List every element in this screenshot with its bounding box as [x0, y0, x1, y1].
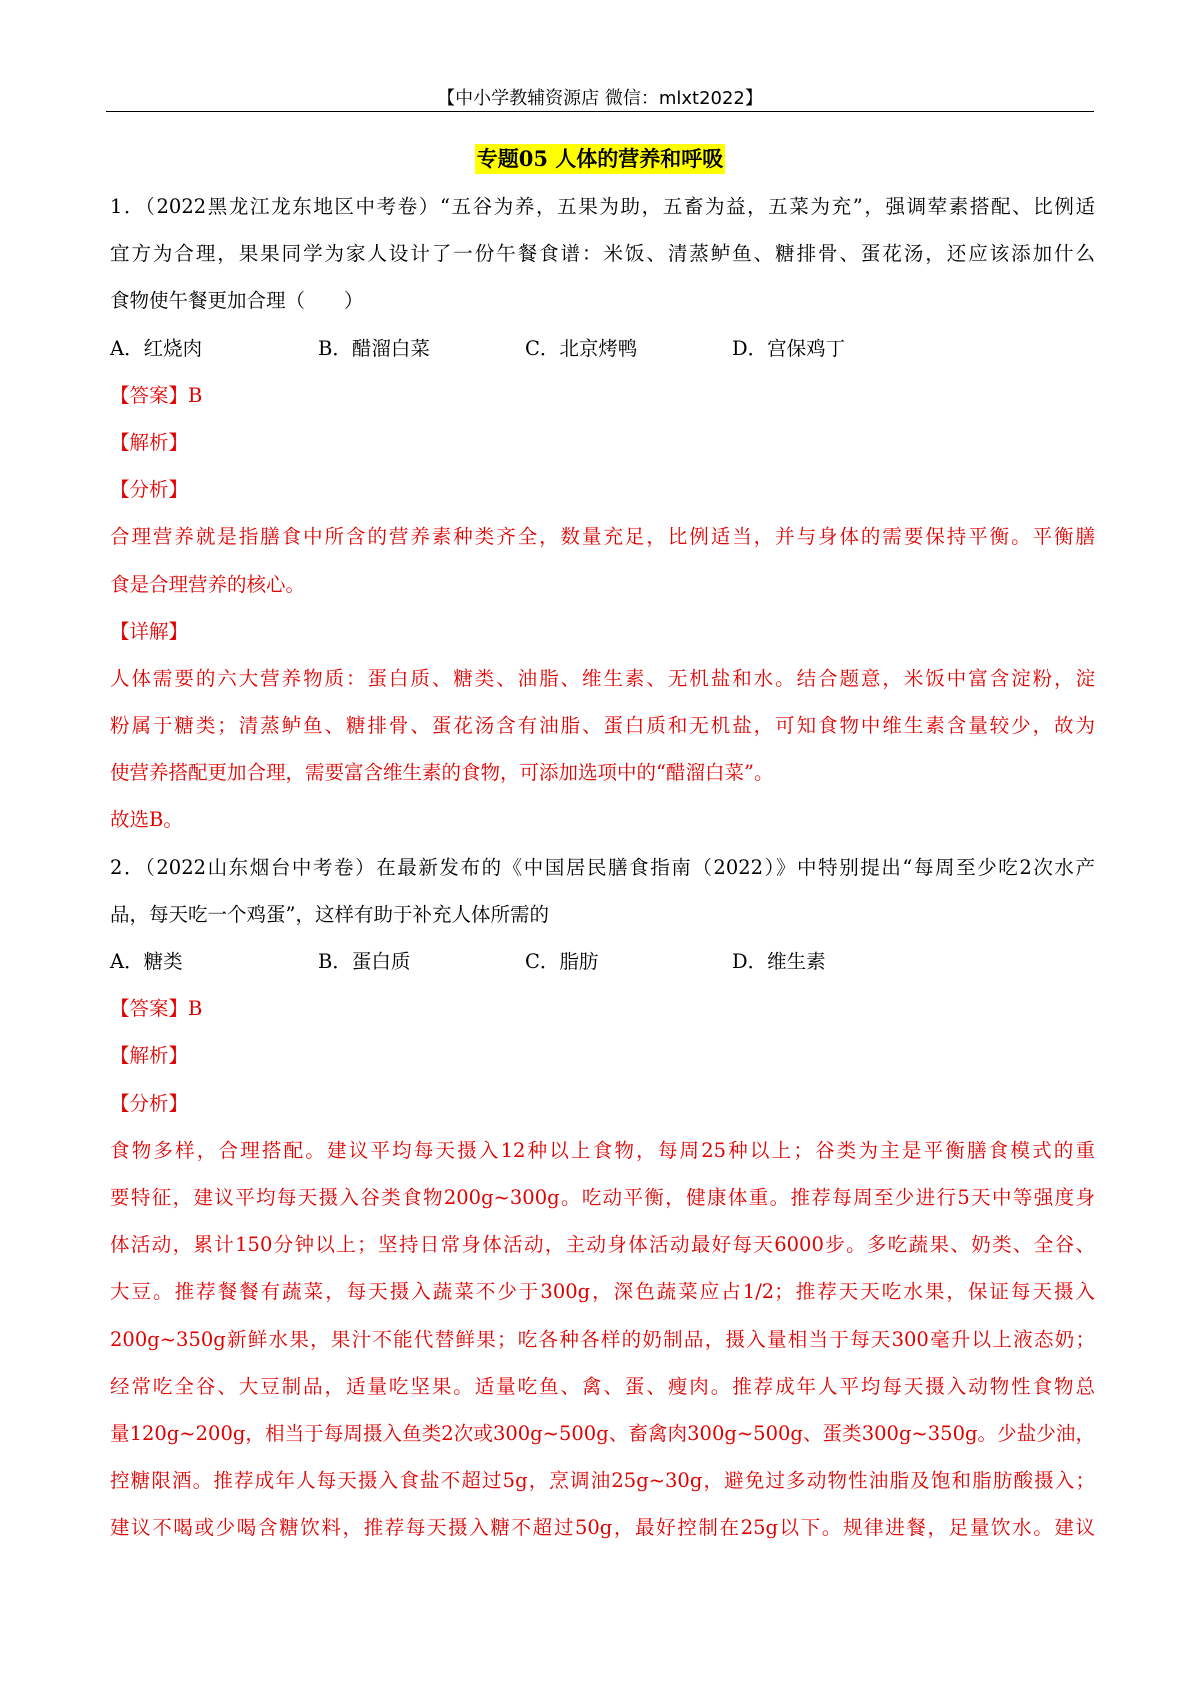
q1-stem-line: 食物使午餐更加合理（ ）	[110, 289, 364, 313]
q1-options	[110, 325, 1095, 372]
title-container	[0, 144, 1200, 174]
q2-options	[110, 938, 1095, 985]
q1-xiangjie-line: 使营养搭配更加合理，需要富含维生素的食物，可添加选项中的“醋溜白菜”。	[110, 761, 774, 785]
q2-fenxi-line: 要特征，建议平均每天摄入谷类食物200g~300g。吃动平衡，健康体重。推荐每周至少进行5天中等强度身	[110, 1185, 1095, 1209]
q1-option-d: D．宫保鸡丁	[732, 336, 846, 360]
q2-stem-line: 2．（2022山东烟台中考卷）在最新发布的《中国居民膳食指南（2022）》中特别提出“每周至少吃2次水产	[110, 855, 1095, 879]
q1-answer	[110, 372, 1095, 419]
q2-fenxi-line: 量120g~200g，相当于每周摄入鱼类2次或300g~500g、畜禽肉300g~500g、蛋类300g~350g。少盐少油，	[110, 1421, 1095, 1445]
q1-option-b: B．醋溜白菜	[318, 336, 430, 360]
q2-fenxi-line: 食物多样，合理搭配。建议平均每天摄入12种以上食物，每周25种以上；谷类为主是平衡膳食模式的重	[110, 1138, 1095, 1162]
q2-option-d: D．维生素	[732, 950, 826, 973]
q2-option-b: B．蛋白质	[318, 950, 411, 973]
q2-fenxi-line: 200g~350g新鲜水果，果汁不能代替鲜果；吃各种各样的奶制品，摄入量相当于每天300毫升以上液态奶；	[110, 1327, 1095, 1351]
q2-fenxi-line: 经常吃全谷、大豆制品，适量吃坚果。适量吃鱼、禽、蛋、瘦肉。推荐成年人平均每天摄入动物性食物总	[110, 1374, 1095, 1398]
q2-fenxi-line: 体活动，累计150分钟以上；坚持日常身体活动，主动身体活动最好每天6000步。多吃蔬果、奶类、全谷、	[110, 1233, 1095, 1257]
document-body	[110, 183, 1095, 1551]
q2-answer	[110, 985, 1095, 1032]
q1-stem-line: 1．（2022黑龙江龙东地区中考卷）“五谷为养，五果为助，五畜为益，五菜为充”，强调荤素搭配、比例适	[110, 195, 1095, 218]
q2-option-a: A．糖类	[110, 950, 183, 973]
header-divider	[106, 111, 1094, 112]
q2-stem-line: 品，每天吃一个鸡蛋”，这样有助于补充人体所需的	[110, 902, 549, 926]
q1-option-c: C．北京烤鸭	[525, 336, 638, 360]
q1-xiangjie-tag: 【详解】	[110, 619, 189, 643]
q2-jiexi-tag: 【解析】	[110, 1044, 189, 1068]
q2-fenxi-tag: 【分析】	[110, 1091, 189, 1115]
q2-fenxi-line: 控糖限酒。推荐成年人每天摄入食盐不超过5g，烹调油25g~30g，避免过多动物性油脂及饱和脂肪酸摄入；	[110, 1469, 1095, 1493]
q1-fenxi-line: 合理营养就是指膳食中所含的营养素种类齐全，数量充足，比例适当，并与身体的需要保持平衡。平衡膳	[110, 525, 1095, 549]
page-header: 【中小学教辅资源店 微信：mlxt2022】	[437, 88, 763, 109]
q2-fenxi-line: 建议不喝或少喝含糖饮料，推荐每天摄入糖不超过50g，最好控制在25g以下。规律进餐，足量饮水。建议	[110, 1516, 1095, 1540]
q1-answer-value: B	[188, 383, 203, 407]
q2-option-c: C．脂肪	[525, 950, 599, 973]
q1-xiangjie-line: 故选B。	[110, 808, 183, 832]
q2-answer-tag: 【答案】	[110, 997, 189, 1021]
q1-jiexi-tag: 【解析】	[110, 430, 189, 454]
q2-fenxi-line: 大豆。推荐餐餐有蔬菜，每天摄入蔬菜不少于300g，深色蔬菜应占1/2；推荐天天吃水果，保证每天摄入	[110, 1280, 1095, 1304]
q1-xiangjie-line: 粉属于糖类；清蒸鲈鱼、糖排骨、蛋花汤含有油脂、蛋白质和无机盐，可知食物中维生素含量较少，故为	[110, 714, 1095, 738]
q1-fenxi-tag: 【分析】	[110, 478, 189, 502]
q1-answer-tag: 【答案】	[110, 383, 189, 407]
q1-stem-line: 宜方为合理，果果同学为家人设计了一份午餐食谱：米饭、清蒸鲈鱼、糖排骨、蛋花汤，还应该添加什么	[110, 242, 1095, 266]
q1-fenxi-line: 食是合理营养的核心。	[110, 572, 306, 596]
q1-xiangjie-line: 人体需要的六大营养物质：蛋白质、糖类、油脂、维生素、无机盐和水。结合题意，米饭中富含淀粉，淀	[110, 666, 1095, 690]
document-title: 专题05 人体的营养和呼吸	[475, 144, 726, 174]
q2-answer-value: B	[188, 997, 203, 1021]
q1-option-a: A．红烧肉	[110, 336, 203, 360]
